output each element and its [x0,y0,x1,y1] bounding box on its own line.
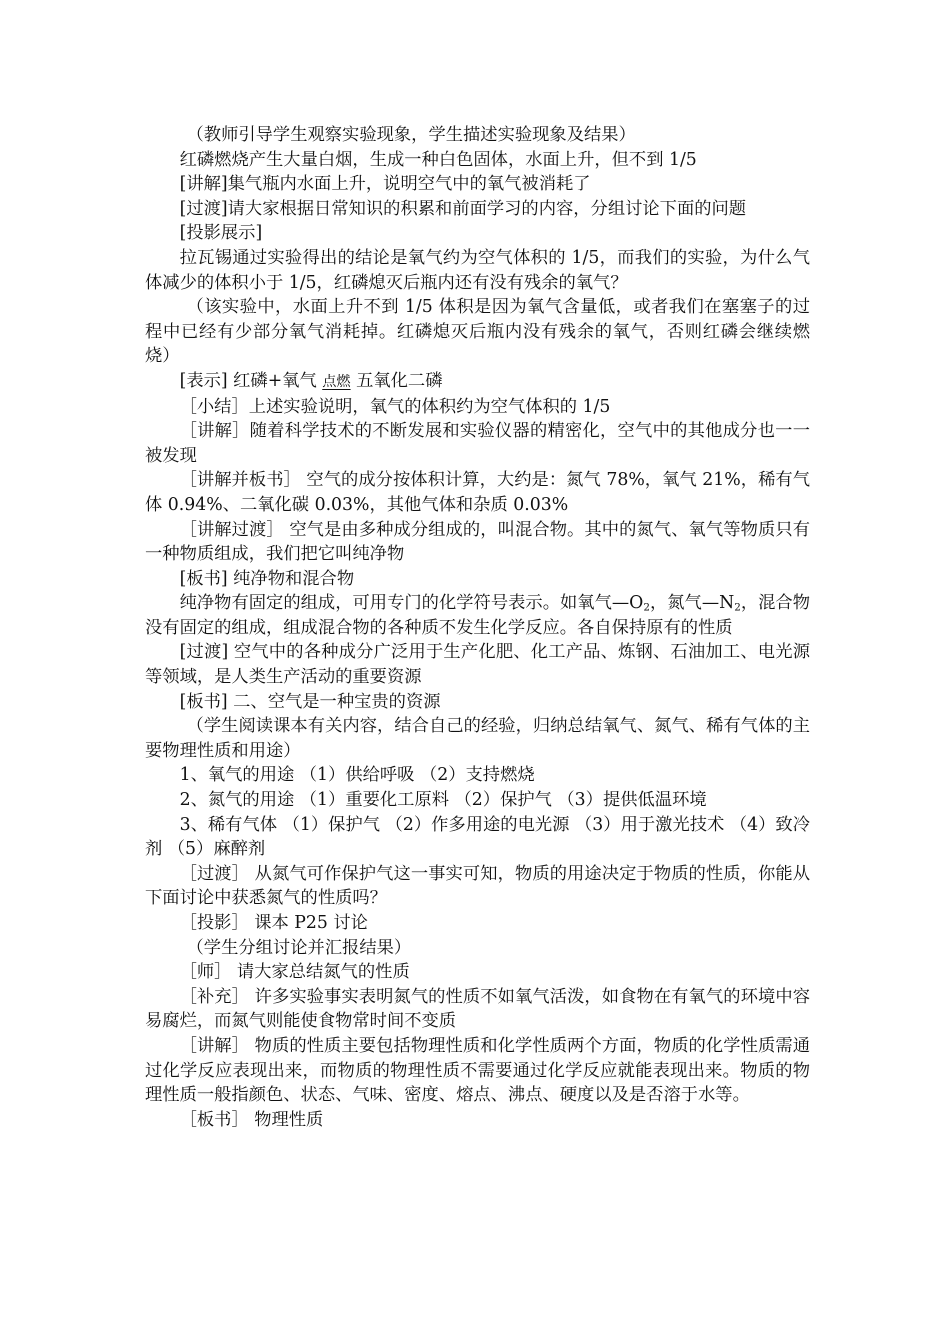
equation-prefix: [表示] 红磷+氧气 [179,370,323,391]
subscript: 2 [734,601,741,614]
paragraph-supplement: ［补充］ 许多实验事实表明氮气的性质不如氧气活泼，如食物在有氧气的环境中容易腐烂，而氮气则能使食物常时间不变质 [145,986,810,1032]
list-item-nitrogen-uses: 2、氮气的用途 （1）重要化工原料 （2）保护气 （3）提供低温环境 [179,790,707,811]
equation-condition: 点燃 [322,373,351,390]
list-item-oxygen-uses: 1、氧气的用途 （1）供给呼吸 （2）支持燃烧 [179,765,535,786]
paragraph-transition-discuss: [过渡]请大家根据日常知识的积累和前面学习的内容，分组讨论下面的问题 [179,198,747,219]
paragraph-mixture-definition: ［讲解过渡］ 空气是由多种成分组成的，叫混合物。其中的氮气、氧气等物质只有一种物质组成，我们把它叫纯净物 [145,519,810,565]
paragraph-board-pure-mixture: [板书] 纯净物和混合物 [179,568,355,589]
paragraph-teacher-summary: ［师］ 请大家总结氮气的性质 [179,962,410,983]
paragraph-explain-oxygen: [讲解]集气瓶内水面上升，说明空气中的氧气被消耗了 [179,174,591,195]
paragraph-board-physical: ［板书］ 物理性质 [179,1109,324,1130]
paragraph-pure-substance: 纯净物有固定的组成，可用专门的化学符号表示。如氧气$—O_2$，氮气$—N_2$，混合物没有固定的组成，组成混合物的各种质不发生化学反应。各自保持原有的性质 [145,593,810,638]
paragraph-transition-properties: ［过渡］ 从氮气可作保护气这一事实可知，物质的用途决定于物质的性质，你能从下面讨论中获悉氮气的性质吗？ [145,863,810,909]
subscript: 2 [643,601,650,614]
paragraph-group-discussion: （学生分组讨论并汇报结果） [186,937,412,958]
chemical-equation [145,369,810,395]
paragraph-air-composition: ［讲解并板书］ 空气的成分按体积计算，大约是：氮气 78%，氧气 21%，稀有气体 0.94%、二氧化碳 0.03%，其他气体和杂质 0.03% [145,470,810,515]
paragraph-summary: ［小结］上述实验说明，氧气的体积约为空气体积的 1/5 [179,396,611,417]
paragraph-phenomenon: 红磷燃烧产生大量白烟，生成一种白色固体，水面上升，但不到 1/5 [179,149,697,170]
paragraph-explain-components: ［讲解］随着科学技术的不断发展和实验仪器的精密化，空气中的其他成分也一一被发现 [145,421,810,466]
paragraph-projection-textbook: ［投影］ 课本 P25 讨论 [179,913,368,933]
paragraph-lavoisier-question: 拉瓦锡通过实验得出的结论是氧气约为空气体积的 1/5，而我们的实验，为什么气体减少的体积小于 1/5，红磷熄灭后瓶内还有没有残余的氧气？ [145,247,810,293]
paragraph-projection-label: [投影展示] [179,223,263,244]
paragraph-board-resource: [板书] 二、空气是一种宝贵的资源 [179,691,441,712]
paragraph-student-reading: （学生阅读课本有关内容，结合自己的经验，归纳总结氧气、氮气、稀有气体的主要物理性质和用途） [145,716,810,761]
list-item-noble-gas-uses: 3、稀有气体 （1）保护气 （2）作多用途的电光源 （3）用于激光技术 （4）致冷剂 （5）麻醉剂 [145,814,810,860]
paragraph-explain-properties: ［讲解］ 物质的性质主要包括物理性质和化学性质两个方面，物质的化学性质需通过化学反应表现出来，而物质的物理性质不需要通过化学反应就能表现出来。物质的物理性质一般指颜色、状态、气味、密度、熔点、沸点、硬度以及是否溶于水等。 [145,1035,810,1106]
document-page [145,123,810,1132]
paragraph-teacher-guide: （教师引导学生观察实验现象，学生描述实验现象及结果） [186,125,636,145]
paragraph-answer: （该实验中，水面上升不到 1/5 体积是因为氧气含量低，或者我们在塞塞子的过程中已经有少部分氧气消耗掉。红磷熄灭后瓶内没有残余的氧气，否则红磷会继续燃烧） [145,297,810,367]
paragraph-transition-uses: [过渡] 空气中的各种成分广泛用于生产化肥、化工产品、炼钢、石油加工、电光源等领域，是人类生产活动的重要资源 [145,642,810,688]
equation-product: 五氧化二磷 [350,370,443,391]
